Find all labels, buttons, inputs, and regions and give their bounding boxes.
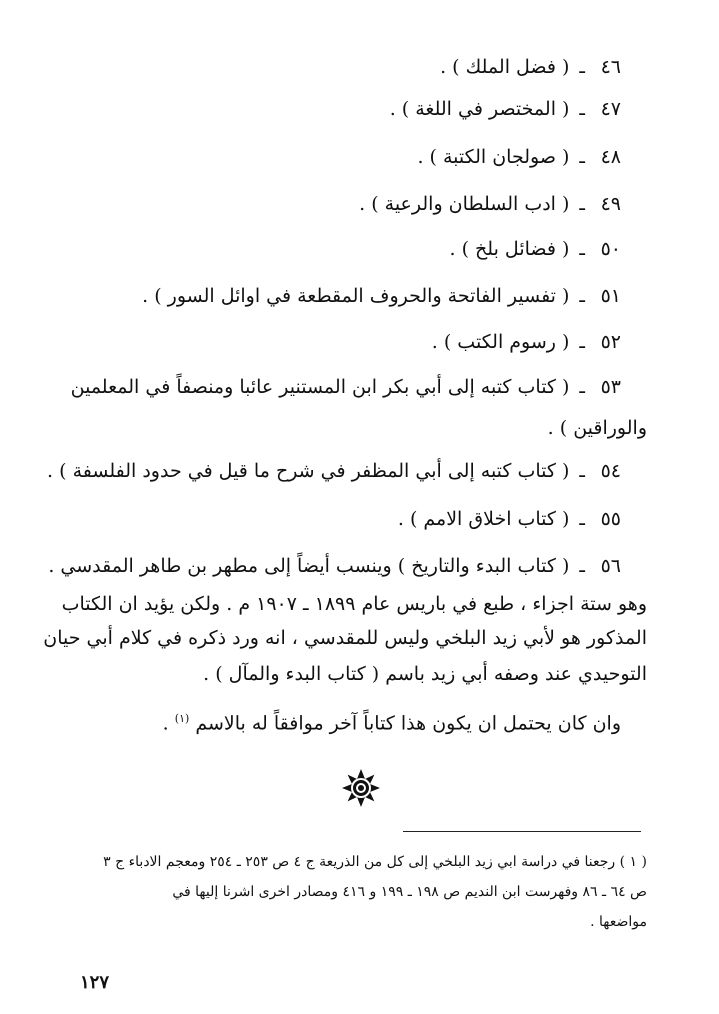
entry-number: ٥٥ xyxy=(600,508,621,530)
paragraph-end: . xyxy=(162,712,175,735)
list-item: ٤٨ـ( صولجان الكتبة ) . xyxy=(72,143,621,171)
entry-text: ( صولجان الكتبة ) . xyxy=(417,146,570,168)
entry-number: ٥١ xyxy=(600,285,621,307)
ornament-icon xyxy=(341,768,381,808)
paragraph-text: وان كان يحتمل ان يكون هذا كتاباً آخر موافقاً له بالاسم xyxy=(195,712,621,735)
entry-text: ( كتاب كتبه إلى أبي بكر ابن المستنير عائبا ومنصفاً في المعلمين xyxy=(70,376,570,398)
paragraph-line: المذكور هو لأبي زيد البلخي وليس للمقدسي ، انه ورد ذكره في كلام أبي حيان xyxy=(43,627,647,649)
page-number: ١٢٧ xyxy=(80,972,110,993)
entry-number: ٥٦ xyxy=(600,555,621,577)
list-item: ٥٢ـ( رسوم الكتب ) . xyxy=(72,328,621,356)
entry-number: ٤٩ xyxy=(600,193,621,215)
entry-number: ٥٢ xyxy=(600,331,621,353)
entry-text: ( كتاب كتبه إلى أبي المظفر في شرح ما قيل في حدود الفلسفة ) . xyxy=(47,460,570,482)
entry-text: ( ادب السلطان والرعية ) . xyxy=(359,193,570,215)
footnote-reference: (١) xyxy=(174,712,190,725)
entry-number: ٥٠ xyxy=(600,238,621,260)
entry-text: ( المختصر في اللغة ) . xyxy=(389,98,570,120)
list-item: ٤٦ـ( فضل الملك ) . xyxy=(72,53,621,81)
paragraph-line: التوحيدي عند وصفه أبي زيد باسم ( كتاب البدء والمآل ) . xyxy=(203,663,647,685)
list-item: ٥٤ـ( كتاب كتبه إلى أبي المظفر في شرح ما قيل في حدود الفلسفة ) . xyxy=(72,457,621,485)
entry-text: ( فضل الملك ) . xyxy=(440,56,570,78)
footnote-line: ص ٦٤ ـ ٨٦ وفهرست ابن النديم ص ١٩٨ ـ ١٩٩ و ٤١٦ ومصادر اخرى اشرنا إليها في xyxy=(172,884,647,900)
footnote-line: ( ١ ) رجعنا في دراسة ابي زيد البلخي إلى كل من الذريعة ج ٤ ص ٢٥٣ ـ ٢٥٤ ومعجم الادباء ج ٣ xyxy=(103,854,647,870)
entry-text: ( رسوم الكتب ) . xyxy=(431,331,570,353)
paragraph-line xyxy=(72,705,621,737)
list-item: ٥١ـ( تفسير الفاتحة والحروف المقطعة في اوائل السور ) . xyxy=(72,282,621,310)
paragraph-line: وهو ستة اجزاء ، طبع في باريس عام ١٨٩٩ ـ ١٩٠٧ م . ولكن يؤيد ان الكتاب xyxy=(61,593,647,615)
footnote-divider xyxy=(403,831,641,832)
entry-number: ٥٤ xyxy=(600,460,621,482)
list-item: ٥٣ـ( كتاب كتبه إلى أبي بكر ابن المستنير عائبا ومنصفاً في المعلمين xyxy=(72,373,621,401)
entry-text: ( كتاب اخلاق الامم ) . xyxy=(397,508,570,530)
entry-number: ٤٦ xyxy=(600,56,621,78)
list-item: ٥٦ـ( كتاب البدء والتاريخ ) وينسب أيضاً إلى مطهر بن طاهر المقدسي . xyxy=(72,552,621,580)
entry-text: ( كتاب البدء والتاريخ ) وينسب أيضاً إلى مطهر بن طاهر المقدسي . xyxy=(48,555,570,577)
list-item: ٥٠ـ( فضائل بلخ ) . xyxy=(72,235,621,263)
entry-continuation: والوراقين ) . xyxy=(547,417,647,439)
list-item: ٥٥ـ( كتاب اخلاق الامم ) . xyxy=(72,505,621,533)
footnote-line: مواضعها . xyxy=(590,914,647,930)
entry-text: ( فضائل بلخ ) . xyxy=(449,238,570,260)
list-item: ٤٩ـ( ادب السلطان والرعية ) . xyxy=(72,190,621,218)
entry-number: ٤٧ xyxy=(600,98,621,120)
entry-text: ( تفسير الفاتحة والحروف المقطعة في اوائل السور ) . xyxy=(142,285,570,307)
list-item: ٤٧ـ( المختصر في اللغة ) . xyxy=(72,95,621,123)
entry-number: ٥٣ xyxy=(600,376,621,398)
entry-number: ٤٨ xyxy=(600,146,621,168)
